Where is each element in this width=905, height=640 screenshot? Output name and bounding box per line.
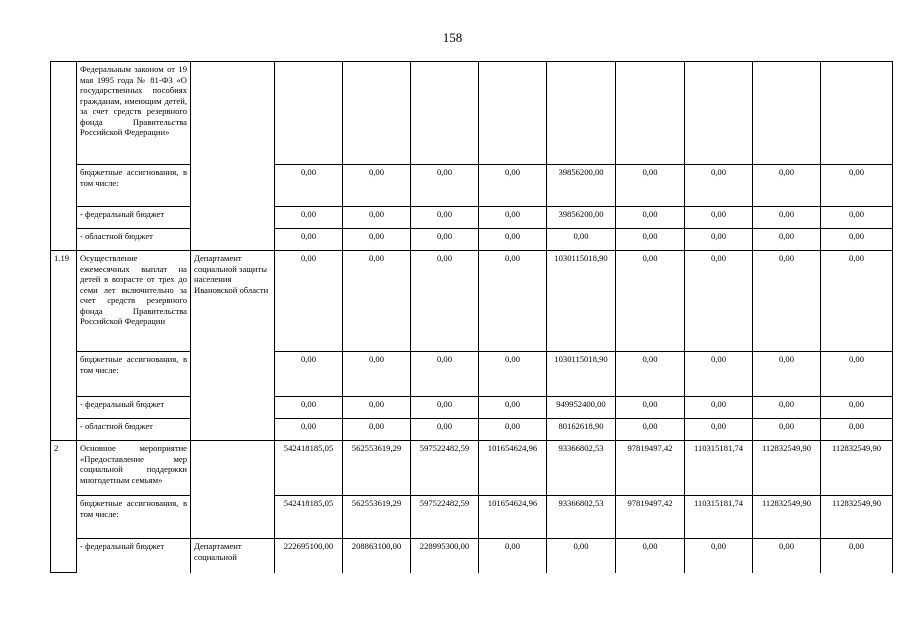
table-row <box>51 441 893 496</box>
table-row <box>51 539 893 573</box>
table-row <box>51 62 893 165</box>
value-cell: 0,00 <box>343 207 411 229</box>
row-name: бюджетные ассигнования, в том числе: <box>77 165 191 207</box>
value-cell: 0,00 <box>547 229 616 251</box>
value-cell: 0,00 <box>753 397 821 419</box>
value-cell: 0,00 <box>821 419 893 441</box>
row-name: - федеральный бюджет <box>77 539 191 573</box>
value-cell: 0,00 <box>343 165 411 207</box>
table-row <box>51 496 893 539</box>
value-cell: 562553619,29 <box>343 496 411 539</box>
value-cell: 0,00 <box>275 229 343 251</box>
value-cell: 0,00 <box>479 352 547 397</box>
row-name: Основное мероприятие «Предоставление мер социальной поддержки многодетным семьям» <box>77 441 191 496</box>
page-number: 158 <box>442 30 463 45</box>
value-cell: 0,00 <box>479 207 547 229</box>
value-cell: 0,00 <box>821 207 893 229</box>
value-cell: 0,00 <box>821 251 893 352</box>
value-cell: 0,00 <box>411 251 479 352</box>
row-name: бюджетные ассигнования, в том числе: <box>77 496 191 539</box>
value-cell: 0,00 <box>275 352 343 397</box>
value-cell: 542418185,05 <box>275 496 343 539</box>
value-cell: 0,00 <box>479 419 547 441</box>
value-cell <box>821 62 893 165</box>
row-name: - областной бюджет <box>77 229 191 251</box>
value-cell: 0,00 <box>685 165 753 207</box>
value-cell: 0,00 <box>479 165 547 207</box>
value-cell: 0,00 <box>821 229 893 251</box>
value-cell: 0,00 <box>616 229 685 251</box>
value-cell <box>753 62 821 165</box>
row-executor <box>191 62 275 251</box>
value-cell: 97819497,42 <box>616 441 685 496</box>
table-row <box>51 229 893 251</box>
value-cell: 93366802,53 <box>547 441 616 496</box>
value-cell: 0,00 <box>616 352 685 397</box>
row-name: бюджетные ассигнования, в том числе: <box>77 352 191 397</box>
value-cell: 0,00 <box>479 539 547 573</box>
value-cell: 110315181,74 <box>685 496 753 539</box>
row-number: 1.19 <box>51 251 77 441</box>
row-name: Федеральным законом от 19 мая 1995 года № 81-ФЗ «О государственных пособиях гражданам, имеющим детей, за счет средств резервного фонда Правительства Российской Федерации» <box>77 62 191 165</box>
value-cell: 0,00 <box>616 207 685 229</box>
table-row <box>51 165 893 207</box>
value-cell: 0,00 <box>753 419 821 441</box>
value-cell: 0,00 <box>616 539 685 573</box>
table-row <box>51 397 893 419</box>
value-cell: 39856200,00 <box>547 207 616 229</box>
table-row <box>51 352 893 397</box>
value-cell <box>275 62 343 165</box>
value-cell: 0,00 <box>685 397 753 419</box>
value-cell: 0,00 <box>685 352 753 397</box>
row-executor: Департамент социальной <box>191 539 275 573</box>
value-cell: 0,00 <box>685 539 753 573</box>
value-cell: 222695100,00 <box>275 539 343 573</box>
value-cell: 0,00 <box>411 165 479 207</box>
value-cell: 0,00 <box>411 419 479 441</box>
value-cell: 0,00 <box>685 251 753 352</box>
value-cell: 542418185,05 <box>275 441 343 496</box>
budget-table <box>50 61 893 573</box>
value-cell: 0,00 <box>753 229 821 251</box>
value-cell: 0,00 <box>411 397 479 419</box>
value-cell: 0,00 <box>753 207 821 229</box>
value-cell: 0,00 <box>343 419 411 441</box>
value-cell: 101654624,96 <box>479 441 547 496</box>
value-cell: 597522482,59 <box>411 496 479 539</box>
value-cell: 0,00 <box>343 352 411 397</box>
row-executor: Департамент социальной защиты населения Ивановской области <box>191 251 275 441</box>
value-cell: 0,00 <box>821 352 893 397</box>
value-cell <box>411 62 479 165</box>
value-cell: 39856200,00 <box>547 165 616 207</box>
value-cell: 0,00 <box>275 165 343 207</box>
value-cell: 0,00 <box>479 229 547 251</box>
row-number: 2 <box>51 441 77 573</box>
value-cell <box>616 62 685 165</box>
value-cell: 0,00 <box>821 539 893 573</box>
value-cell: 112832549,90 <box>821 441 893 496</box>
value-cell <box>547 62 616 165</box>
value-cell: 0,00 <box>411 352 479 397</box>
value-cell: 562553619,29 <box>343 441 411 496</box>
row-name: Осуществление ежемесячных выплат на детей в возрасте от трех до семи лет включительно за счет средств резервного фонда Правительства Российской Федерации <box>77 251 191 352</box>
value-cell: 228995300,00 <box>411 539 479 573</box>
value-cell: 0,00 <box>343 251 411 352</box>
value-cell: 0,00 <box>753 165 821 207</box>
value-cell: 0,00 <box>275 251 343 352</box>
value-cell: 0,00 <box>821 165 893 207</box>
value-cell: 0,00 <box>411 207 479 229</box>
value-cell: 0,00 <box>753 251 821 352</box>
value-cell: 93366802,53 <box>547 496 616 539</box>
value-cell: 0,00 <box>479 397 547 419</box>
value-cell: 0,00 <box>343 229 411 251</box>
value-cell: 0,00 <box>275 207 343 229</box>
value-cell: 0,00 <box>753 539 821 573</box>
value-cell: 0,00 <box>821 397 893 419</box>
value-cell: 0,00 <box>685 229 753 251</box>
value-cell: 208863100,00 <box>343 539 411 573</box>
value-cell: 949952400,00 <box>547 397 616 419</box>
value-cell: 0,00 <box>411 229 479 251</box>
value-cell: 0,00 <box>685 419 753 441</box>
value-cell: 112832549,90 <box>753 441 821 496</box>
value-cell: 0,00 <box>479 251 547 352</box>
value-cell: 1030115018,90 <box>547 251 616 352</box>
row-name: - федеральный бюджет <box>77 397 191 419</box>
value-cell: 0,00 <box>343 397 411 419</box>
value-cell: 597522482,59 <box>411 441 479 496</box>
value-cell: 0,00 <box>547 539 616 573</box>
table-row <box>51 251 893 352</box>
value-cell: 101654624,96 <box>479 496 547 539</box>
value-cell: 112832549,90 <box>821 496 893 539</box>
value-cell <box>479 62 547 165</box>
row-name: - областной бюджет <box>77 419 191 441</box>
value-cell: 0,00 <box>616 165 685 207</box>
value-cell: 110315181,74 <box>685 441 753 496</box>
table-row <box>51 207 893 229</box>
row-executor <box>191 441 275 539</box>
value-cell: 0,00 <box>275 397 343 419</box>
value-cell: 112832549,90 <box>753 496 821 539</box>
value-cell: 0,00 <box>685 207 753 229</box>
value-cell: 0,00 <box>275 419 343 441</box>
row-name: - федеральный бюджет <box>77 207 191 229</box>
table-row <box>51 419 893 441</box>
value-cell: 80162618,90 <box>547 419 616 441</box>
value-cell <box>685 62 753 165</box>
value-cell: 0,00 <box>753 352 821 397</box>
value-cell: 0,00 <box>616 251 685 352</box>
value-cell: 0,00 <box>616 397 685 419</box>
value-cell <box>343 62 411 165</box>
value-cell: 97819497,42 <box>616 496 685 539</box>
value-cell: 0,00 <box>616 419 685 441</box>
row-number <box>51 62 77 251</box>
value-cell: 1030115018,90 <box>547 352 616 397</box>
